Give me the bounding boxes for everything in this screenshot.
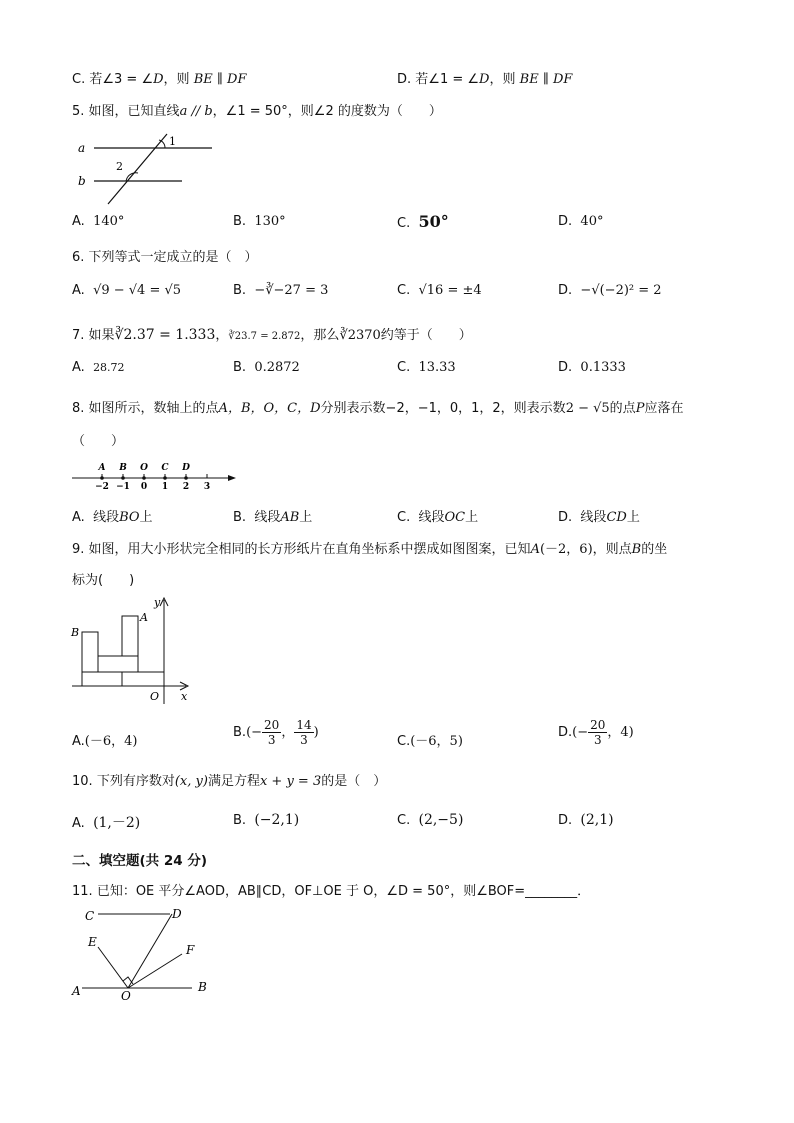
q7-option-c[interactable] (397, 360, 456, 375)
label-x: x (181, 690, 188, 703)
q9-rectangles-figure (68, 592, 198, 707)
tick-label: −1 (116, 482, 130, 492)
option-label: D. (558, 360, 573, 375)
option-label: A. (72, 214, 85, 229)
q6-option-c[interactable] (397, 283, 482, 298)
q11-angle-figure (68, 902, 218, 1002)
option-text: 线段 (93, 510, 120, 525)
stem-text: 如图，用大小形状完全相同的长方形纸片在直角坐标系中摆成如图图案，已知 (88, 542, 531, 557)
option-value: 0.2872 (254, 360, 300, 375)
q5-option-a[interactable] (72, 214, 124, 229)
option-label: C. (397, 283, 411, 298)
label-C: C (85, 909, 95, 923)
stem-math: ∛23.7 = 2.872 (228, 331, 301, 342)
option-text: 上 (465, 510, 479, 525)
option-value: (－6，5) (410, 734, 463, 749)
option-value: ，4) (607, 725, 634, 740)
q9-option-d[interactable] (558, 718, 634, 747)
q5-stem (72, 100, 442, 119)
point-label-o: O (140, 463, 148, 473)
point-label-b: B (119, 463, 127, 473)
option-value: 13.33 (418, 360, 456, 375)
option-value: (2,1) (580, 812, 614, 828)
option-value: (－6，4) (84, 734, 138, 749)
section-heading: 二、填空题(共 24 分) (72, 853, 208, 869)
q8-number-line-figure (70, 458, 245, 494)
numerator: 14 (296, 718, 312, 732)
option-text: 若∠3 = ∠ (89, 72, 154, 87)
option-value: √9 − √4 = √5 (93, 283, 182, 298)
q8-option-b[interactable] (233, 506, 312, 525)
stem-text: 如图，已知直线 (88, 104, 180, 119)
stem-text: 满足方程 (207, 774, 260, 789)
label-E: E (88, 935, 97, 949)
option-value: (−2,1) (254, 812, 300, 828)
stem-math: a // b (179, 104, 213, 119)
question-number: 9. (72, 542, 85, 557)
numerator: 20 (590, 718, 606, 732)
option-label: B. (233, 283, 247, 298)
option-text: 线段 (254, 510, 281, 525)
option-label: B. (233, 725, 247, 740)
q10-option-c[interactable] (397, 812, 463, 828)
option-label: C. (397, 510, 411, 525)
label-F: F (186, 943, 195, 957)
option-label: B. (233, 510, 247, 525)
label-y: y (154, 596, 161, 609)
option-value: (− (246, 725, 263, 740)
label-O: O (150, 690, 160, 703)
point-label-d: D (182, 463, 190, 473)
q7-stem (72, 324, 472, 343)
option-value: 140° (93, 214, 125, 229)
denominator: 3 (300, 733, 308, 747)
q10-option-b[interactable] (233, 812, 299, 828)
option-text: ，则 (489, 72, 516, 87)
stem-text: 的坐 (641, 542, 668, 557)
point-label-c: C (161, 463, 169, 473)
label-A: A (72, 984, 81, 998)
option-label: C. (397, 360, 411, 375)
stem-math: A，B，O，C，D (218, 401, 321, 416)
option-value: 40° (580, 214, 604, 229)
fraction (588, 718, 607, 747)
question-number: 7. (72, 328, 85, 343)
stem-math: x + y = 3 (259, 774, 322, 789)
label-D: D (172, 907, 182, 921)
stem-math: (－2，6) (539, 542, 593, 557)
option-label: A. (72, 360, 85, 375)
q9-option-b[interactable] (233, 718, 319, 747)
option-value: (2,−5) (418, 812, 464, 828)
label-B: B (71, 626, 80, 639)
q8-option-a[interactable] (72, 506, 153, 525)
option-value: ) (313, 725, 319, 740)
option-label: D. (558, 283, 573, 298)
q7-option-a[interactable] (72, 360, 125, 375)
option-text: 上 (626, 510, 640, 525)
q4-option-c[interactable] (72, 68, 246, 87)
stem-text: 应落在 (644, 401, 684, 416)
point-label-a: A (98, 463, 106, 473)
stem-math: A (530, 542, 540, 557)
option-label: D. (558, 813, 573, 828)
question-number: 6. (72, 250, 85, 265)
option-label: D. (397, 72, 412, 87)
option-text: ，则 (163, 72, 190, 87)
option-value: −√(−2)² = 2 (580, 283, 662, 298)
option-relation: BE ∥ DF (519, 72, 573, 87)
option-label: C. (397, 216, 411, 231)
q5-option-b[interactable] (233, 214, 286, 229)
option-label: A. (72, 510, 85, 525)
stem-text: 已知：OE 平分∠AOD，AB∥CD，OF⊥OE 于 O，∠D = 50°，则∠BOF=________． (96, 884, 591, 899)
label-a: a (78, 141, 86, 155)
stem-text: 分别表示数−2，−1，0，1，2，则表示数 (320, 401, 566, 416)
q8-stem-line2: （ ） (72, 434, 125, 449)
q8-option-c[interactable] (397, 506, 478, 525)
option-label: A. (72, 734, 85, 749)
label-A: A (140, 611, 148, 624)
q10-stem (72, 770, 386, 789)
q9-stem-line2: 标为( ) (72, 573, 135, 588)
option-value: √16 = ±4 (418, 283, 482, 298)
stem-text: ， (215, 328, 229, 343)
q9-stem (72, 538, 667, 557)
label-O: O (121, 989, 131, 1002)
q6-option-b[interactable] (233, 283, 328, 298)
stem-text: 下列等式一定成立的是（ ） (88, 250, 258, 265)
fraction (262, 718, 281, 747)
label-b: b (78, 174, 86, 188)
option-var: D (153, 72, 164, 87)
question-number: 5. (72, 104, 85, 119)
question-number: 10. (72, 774, 93, 789)
stem-text: 的是（ ） (321, 774, 387, 789)
option-value: 28.72 (93, 361, 125, 374)
stem-math: ∛2370 (339, 328, 381, 343)
label-1: 1 (169, 135, 176, 148)
q7-option-b[interactable] (233, 360, 300, 375)
option-label: A. (72, 283, 85, 298)
q4-option-d[interactable] (397, 68, 572, 87)
option-label: D. (558, 510, 573, 525)
q9-option-a[interactable] (72, 730, 137, 749)
option-math: BO (119, 510, 140, 525)
q10-option-d[interactable] (558, 812, 614, 828)
option-math: OC (444, 510, 466, 525)
label-2: 2 (116, 160, 123, 173)
tick-label: 1 (161, 482, 169, 492)
fraction (294, 718, 313, 747)
q6-stem (72, 246, 258, 265)
tick-label: 0 (140, 482, 148, 492)
option-value: ， (281, 725, 295, 740)
stem-text: 下列有序数对 (96, 774, 175, 789)
stem-text: ，那么 (300, 328, 340, 343)
option-text: 线段 (580, 510, 607, 525)
option-label: C. (397, 734, 411, 749)
q8-stem (72, 397, 683, 416)
tick-label: 3 (203, 482, 211, 492)
option-relation: BE ∥ DF (193, 72, 247, 87)
q7-option-d[interactable] (558, 360, 626, 375)
question-number: 11. (72, 884, 93, 899)
denominator: 3 (267, 733, 276, 747)
label-B: B (198, 980, 207, 994)
denominator: 3 (593, 733, 602, 747)
option-label: D. (558, 725, 573, 740)
stem-math: P (635, 401, 645, 416)
stem-text: 如果 (88, 328, 115, 343)
q5-option-c[interactable] (397, 212, 449, 231)
option-text: 上 (139, 510, 153, 525)
option-label: C. (397, 813, 411, 828)
stem-text: ，则点 (592, 542, 632, 557)
q6-option-a[interactable] (72, 283, 181, 298)
option-label: D. (558, 214, 573, 229)
stem-text: 如图所示，数轴上的点 (88, 401, 219, 416)
option-label: B. (233, 360, 247, 375)
tick-label: 2 (182, 482, 190, 492)
q11-stem (72, 880, 590, 899)
stem-math: (x, y) (174, 774, 208, 789)
stem-math: B (631, 542, 642, 557)
q6-option-d[interactable] (558, 283, 662, 298)
option-label: B. (233, 813, 247, 828)
tick-label: −2 (95, 482, 109, 492)
option-value: 130° (254, 214, 286, 229)
option-value: 0.1333 (580, 360, 626, 375)
stem-text: ，∠1 = 50°，则∠2 的度数为（ ） (212, 104, 442, 119)
q8-option-d[interactable] (558, 506, 640, 525)
q5-option-d[interactable] (558, 214, 603, 229)
stem-text: 约等于（ ） (380, 328, 472, 343)
option-label: B. (233, 214, 247, 229)
question-number: 8. (72, 401, 85, 416)
stem-math: 2 − √5 (565, 401, 610, 416)
option-value: 50° (418, 212, 449, 231)
option-text: 上 (299, 510, 313, 525)
option-value: (− (572, 725, 589, 740)
q9-option-c[interactable] (397, 730, 463, 749)
option-text: 若∠1 = ∠ (415, 72, 480, 87)
stem-text: 的点 (609, 401, 636, 416)
option-value: −∛−27 = 3 (254, 283, 329, 298)
option-math: AB (280, 510, 300, 525)
option-label: A. (72, 816, 85, 831)
option-value: (1,－2) (93, 815, 141, 831)
option-math: CD (606, 510, 627, 525)
q5-parallel-lines-figure (72, 126, 222, 208)
numerator: 20 (264, 718, 280, 732)
option-label: C. (72, 72, 86, 87)
option-var: D (479, 72, 490, 87)
stem-math: ∛2.37 = 1.333 (114, 327, 216, 343)
option-text: 线段 (418, 510, 445, 525)
q10-option-a[interactable] (72, 812, 140, 832)
